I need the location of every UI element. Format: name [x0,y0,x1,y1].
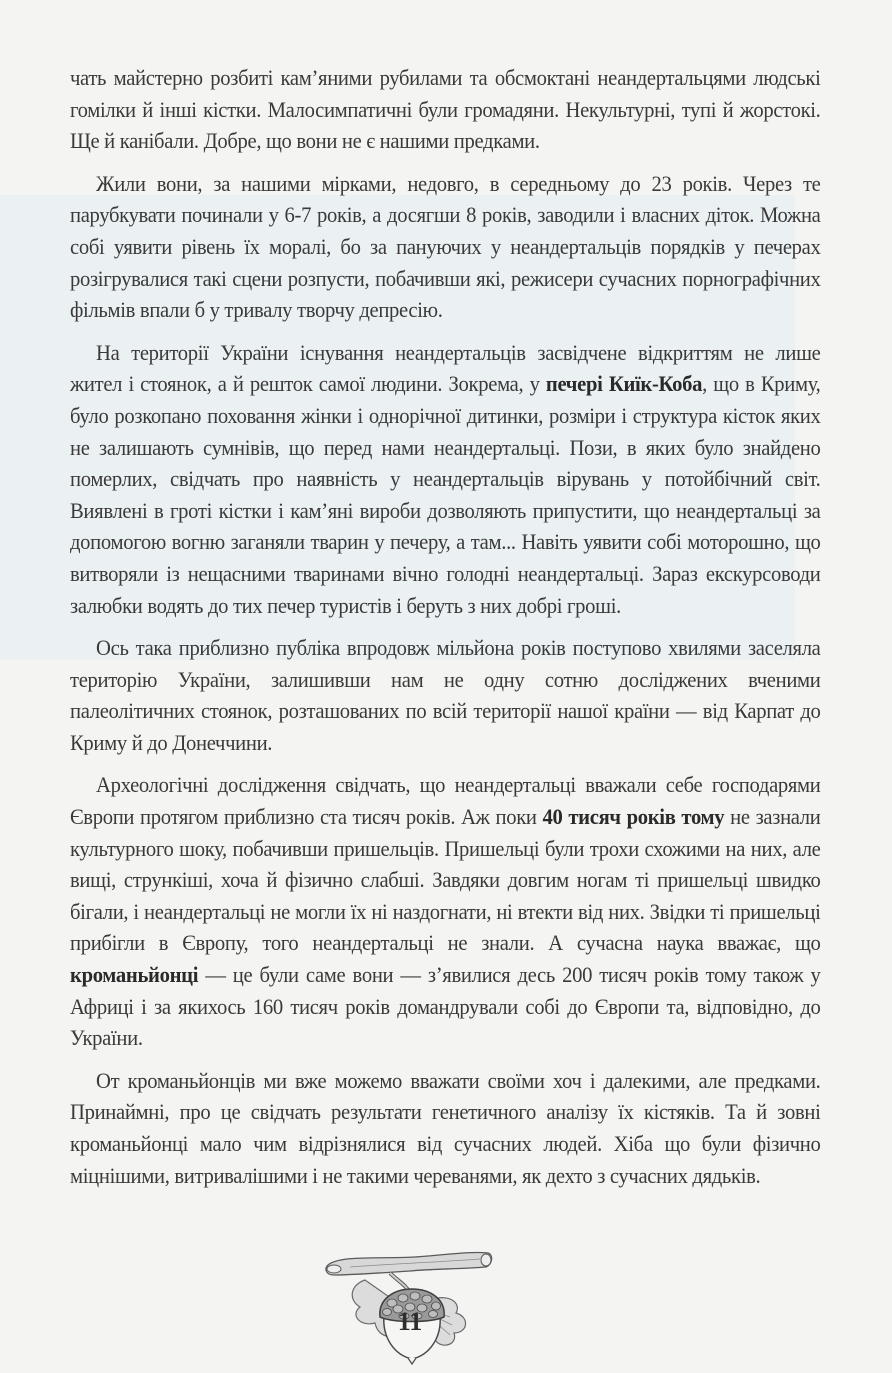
text-segment: Археологічні дослідження свідчать, що неандертальці вважали себе господарями Європи протягом приблизно ста тисяч років. Аж поки [70,772,821,830]
paragraph-4 [70,632,821,758]
page-number-ornament [320,1245,500,1368]
text-segment: От кроманьйонців ми вже можемо вважати своїми хоч і далекими, але предками. Принаймні, про це свідчать результати генетичного аналізу їх кістяків. Та й зовні кроманьйонці мало чим відрізнялися від сучасних людей. Хіба що були фізично міцнішими, витривалішими і не такими череванями, як дехто з сучасних дядьків. [70,1067,821,1188]
text-segment: — це були саме вони — з’явилися десь 200 тисяч років тому також у Африці і за якихось 160 тисяч років домандрували собі до Європи та, відповідно, до України. [70,962,821,1051]
bold-term: 40 тисяч років тому [542,804,725,830]
page-number: 11 [397,1307,423,1336]
text-segment: Жили вони, за нашими мірками, недовго, в середньому до 23 років. Через те парубкувати починали у 6-7 років, а досягши 8 років, заводили і власних діток. Можна собі уявити рівень їх моралі, бо за пануючих у неандертальців порядків у печерах розігрувалися такі сцени розпусти, побачивши які, режисери сучасних порнографічних фільмів впали б у тривалу творчу депресію. [70,170,821,323]
paragraph-2 [70,168,821,326]
text-segment: не зазнали культурного шоку, побачивши пришельців. Пришельці були трохи схожими на них, але вищі, стрункіші, хоча й фізично слабші. Завдяки довгим ногам ті пришельці швидко бігали, і неандертальці не могли їх ні наздогнати, ні втекти від них. Звідки ті пришельці прибігли в Європу, того неандертальці не знали. А сучасна наука вважає, що [70,804,821,956]
paragraph-1 [70,62,821,157]
page-body [70,62,821,1202]
text-segment: , що в Криму, було розкопано поховання жінки і однорічної дитинки, розміри і структура кісток яких не залишають сумнівів, що перед нами неандертальці. Пози, в яких було знайдено померлих, свідчать про наявність у неандертальців вірувань у потойбічний світ. Виявлені в гроті кістки і кам’яні вироби дозволяють припустити, що неандертальці за допомогою вогню заганяли тварин у печеру, а там... Навіть уявити собі моторошно, що витворяли із нещасними тваринами вічно голодні неандертальці. Зараз екскурсоводи залюбки водять до тих печер туристів і беруть з них добрі гроші. [70,371,821,618]
bold-term: печері Киїк-Коба [545,371,703,397]
text-segment: чать майстерно розбиті кам’яними рубилами та обсмоктані неандертальцями людські гомілки й інші кістки. Малосимпатичні були громадяни. Некультурні, тупі й жорстокі. Ще й канібали. Добре, що вони не є нашими предками. [70,65,821,154]
paragraph-6 [70,1065,821,1191]
paragraph-3 [70,337,821,621]
paragraph-5 [70,769,821,1053]
text-segment: Ось така приблизно публіка впродовж мільйона років поступово хвилями заселяла територію України, залишивши нам не одну сотню досліджених вченими палеолітичних стоянок, розташованих по всій території нашої країни — від Карпат до Криму й до Донеччини. [70,635,821,755]
bold-term: кроманьйонці [70,962,199,988]
text-segment: На території України існування неандертальців засвідчене відкриттям не лише жител і стоянок, а й решток самої людини. Зокрема, у [70,339,821,397]
